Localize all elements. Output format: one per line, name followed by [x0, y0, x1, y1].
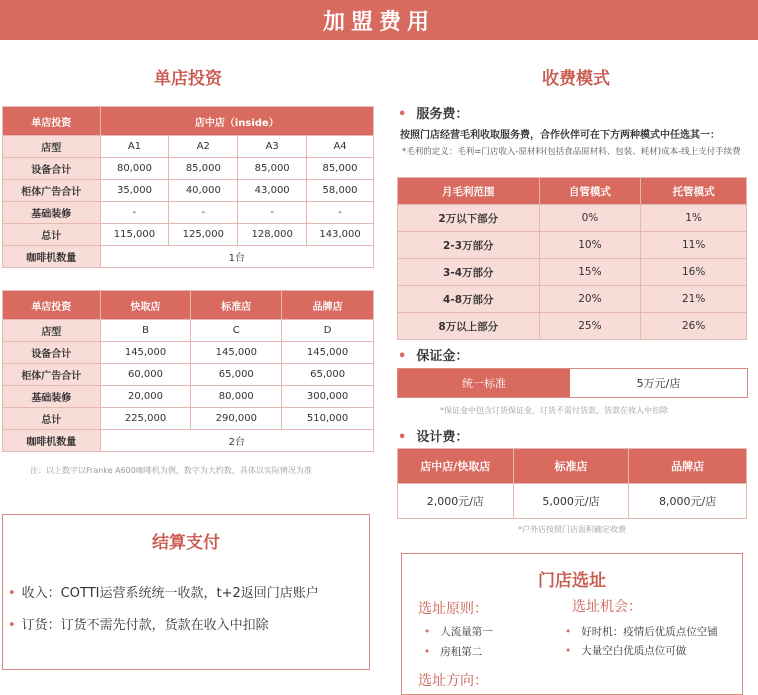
table-corner-header: 单店投资: [3, 107, 101, 136]
bullet-icon: •: [8, 618, 16, 633]
table-row: [3, 158, 374, 180]
table-column-header: 月毛利范围: [398, 178, 540, 205]
design-fee-table: [397, 448, 747, 519]
principle-item: [424, 644, 482, 659]
table-cell: 40,000: [169, 180, 238, 202]
row-label: 柜体广告合计: [3, 364, 101, 386]
table-row: [398, 286, 747, 313]
row-label: 咖啡机数量: [3, 246, 101, 268]
service-fee-heading-text: 服务费：: [416, 107, 469, 122]
bullet-icon: •: [424, 646, 431, 658]
design-fee-note: *户外店按照门店面积确定收费: [518, 525, 626, 534]
table-column-header: 品牌店: [282, 291, 374, 320]
table-column-header: 自管模式: [539, 178, 641, 205]
table-cell: 60,000: [100, 364, 191, 386]
fee-mode-title: 收费模式: [542, 69, 610, 89]
single-store-title: 单店投资: [154, 69, 222, 89]
table-cell: 125,000: [169, 224, 238, 246]
self-rate-cell: 15%: [539, 259, 641, 286]
table-corner-header: 单店投资: [3, 291, 101, 320]
design-fee-cell: 5,000元/店: [513, 484, 629, 519]
hosted-rate-cell: 1%: [641, 205, 747, 232]
deposit-row: [397, 368, 748, 398]
table-cell: 20,000: [100, 386, 191, 408]
table-row: [3, 180, 374, 202]
table-cell: A1: [100, 136, 169, 158]
table-cell: 128,000: [238, 224, 307, 246]
table-row: [3, 364, 374, 386]
table-cell: 80,000: [191, 386, 282, 408]
bullet-icon: •: [398, 349, 407, 364]
table-row: [398, 232, 747, 259]
range-cell: 2万以下部分: [398, 205, 540, 232]
row-label: 店型: [3, 136, 101, 158]
range-cell: 2-3万部分: [398, 232, 540, 259]
table-group-header: 店中店（inside）: [100, 107, 373, 136]
table-cell: A3: [238, 136, 307, 158]
table-cell: 290,000: [191, 408, 282, 430]
table-cell: -: [100, 202, 169, 224]
settlement-title: 结算支付: [152, 533, 220, 553]
table-cell: -: [307, 202, 374, 224]
table-cell: A2: [169, 136, 238, 158]
range-cell: 3-4万部分: [398, 259, 540, 286]
table-cell: C: [191, 320, 282, 342]
hosted-rate-cell: 26%: [641, 313, 747, 340]
row-label: 柜体广告合计: [3, 180, 101, 202]
table-row: [398, 259, 747, 286]
bullet-icon: •: [424, 626, 431, 638]
deposit-label: 统一标准: [398, 369, 570, 397]
table-column-header: 品牌店: [629, 449, 747, 484]
table-cell: 143,000: [307, 224, 374, 246]
opportunity-item: [565, 643, 686, 658]
opportunity-text: 好时机：疫情后优质点位空铺: [581, 626, 718, 638]
settlement-item: [8, 614, 368, 633]
table-row: [398, 313, 747, 340]
table-column-header: 标准店: [513, 449, 629, 484]
table-cell: -: [169, 202, 238, 224]
direction-heading: 选址方向：: [418, 673, 488, 689]
range-cell: 8万以上部分: [398, 313, 540, 340]
settlement-item: [8, 582, 368, 601]
row-label: 设备合计: [3, 158, 101, 180]
table-row: [398, 484, 747, 519]
table-cell: 145,000: [100, 342, 191, 364]
table-column-header: 托管模式: [641, 178, 747, 205]
table-cell: B: [100, 320, 191, 342]
gross-profit-definition: *毛利的定义：毛利=门店收入-原材料(包括食品原材料、包装、耗材)成本-线上支付手续费: [402, 147, 741, 157]
table-column-header: 快取店: [100, 291, 191, 320]
table-row: [398, 205, 747, 232]
table-row: [3, 320, 374, 342]
design-fee-cell: 2,000元/店: [398, 484, 514, 519]
service-fee-desc: 按照门店经营毛利收取服务费，合作伙伴可在下方两种模式中任选其一：: [400, 130, 720, 141]
bullet-icon: •: [398, 430, 407, 445]
opportunity-text: 大量空白优质点位可做: [581, 645, 687, 657]
opportunity-heading: 选址机会：: [572, 599, 642, 615]
row-label: 基础装修: [3, 202, 101, 224]
location-title: 门店选址: [538, 571, 606, 591]
row-label: 基础装修: [3, 386, 101, 408]
bullet-icon: •: [565, 645, 572, 657]
table-cell: 58,000: [307, 180, 374, 202]
opportunity-item: [565, 624, 718, 639]
hosted-rate-cell: 16%: [641, 259, 747, 286]
deposit-heading: [398, 345, 468, 364]
table-cell: 145,000: [282, 342, 374, 364]
table-cell: 85,000: [307, 158, 374, 180]
row-label: 设备合计: [3, 342, 101, 364]
investment-note: 注：以上数字以Franke A600咖啡机为例，数字为大约数，具体以实际情况为准: [30, 466, 312, 475]
table-column-header: 标准店: [191, 291, 282, 320]
table-row: [3, 224, 374, 246]
table-cell: 80,000: [100, 158, 169, 180]
principle-text: 房租第二: [440, 646, 483, 658]
table-row: [3, 430, 374, 452]
table-cell: 300,000: [282, 386, 374, 408]
investment-table-inside: [2, 106, 374, 268]
range-cell: 4-8万部分: [398, 286, 540, 313]
table-cell: 43,000: [238, 180, 307, 202]
design-fee-heading: [398, 426, 468, 445]
table-row: [3, 246, 374, 268]
bullet-icon: •: [398, 107, 407, 122]
principle-text: 人流量第一: [440, 626, 493, 638]
deposit-heading-text: 保证金：: [416, 349, 469, 364]
row-label: 咖啡机数量: [3, 430, 101, 452]
page-banner: 加盟费用: [0, 0, 758, 40]
hosted-rate-cell: 11%: [641, 232, 747, 259]
table-row: [3, 342, 374, 364]
table-row: [3, 202, 374, 224]
table-cell: 225,000: [100, 408, 191, 430]
bullet-icon: •: [565, 626, 572, 638]
design-fee-cell: 8,000元/店: [629, 484, 747, 519]
table-row: [3, 386, 374, 408]
service-fee-heading: [398, 103, 468, 122]
hosted-rate-cell: 21%: [641, 286, 747, 313]
table-cell: A4: [307, 136, 374, 158]
bullet-icon: •: [8, 586, 16, 601]
deposit-note: *保证金中包含订货保证金，订货不需付货款，货款在收入中扣除: [440, 406, 668, 415]
row-label: 总计: [3, 224, 101, 246]
self-rate-cell: 0%: [539, 205, 641, 232]
service-fee-table: [397, 177, 747, 340]
table-cell: D: [282, 320, 374, 342]
table-column-header: 店中店/快取店: [398, 449, 514, 484]
deposit-value: 5万元/店: [570, 369, 747, 397]
table-cell: 65,000: [191, 364, 282, 386]
investment-table-standalone: [2, 290, 374, 452]
principle-item: [424, 624, 493, 639]
row-label: 总计: [3, 408, 101, 430]
table-row: [3, 136, 374, 158]
principles-heading: 选址原则：: [418, 601, 488, 617]
table-cell: 85,000: [238, 158, 307, 180]
machine-count: 2台: [100, 430, 373, 452]
design-fee-heading-text: 设计费：: [416, 430, 469, 445]
table-cell: 85,000: [169, 158, 238, 180]
table-cell: 35,000: [100, 180, 169, 202]
table-row: [3, 408, 374, 430]
self-rate-cell: 20%: [539, 286, 641, 313]
table-cell: 115,000: [100, 224, 169, 246]
settlement-item-text: 订货：订货不需先付款，货款在收入中扣除: [21, 618, 269, 633]
machine-count: 1台: [100, 246, 373, 268]
table-cell: -: [238, 202, 307, 224]
table-cell: 65,000: [282, 364, 374, 386]
settlement-item-text: 收入：COTTI运营系统统一收款，t+2返回门店账户: [21, 586, 319, 601]
table-cell: 145,000: [191, 342, 282, 364]
row-label: 店型: [3, 320, 101, 342]
self-rate-cell: 10%: [539, 232, 641, 259]
self-rate-cell: 25%: [539, 313, 641, 340]
table-cell: 510,000: [282, 408, 374, 430]
